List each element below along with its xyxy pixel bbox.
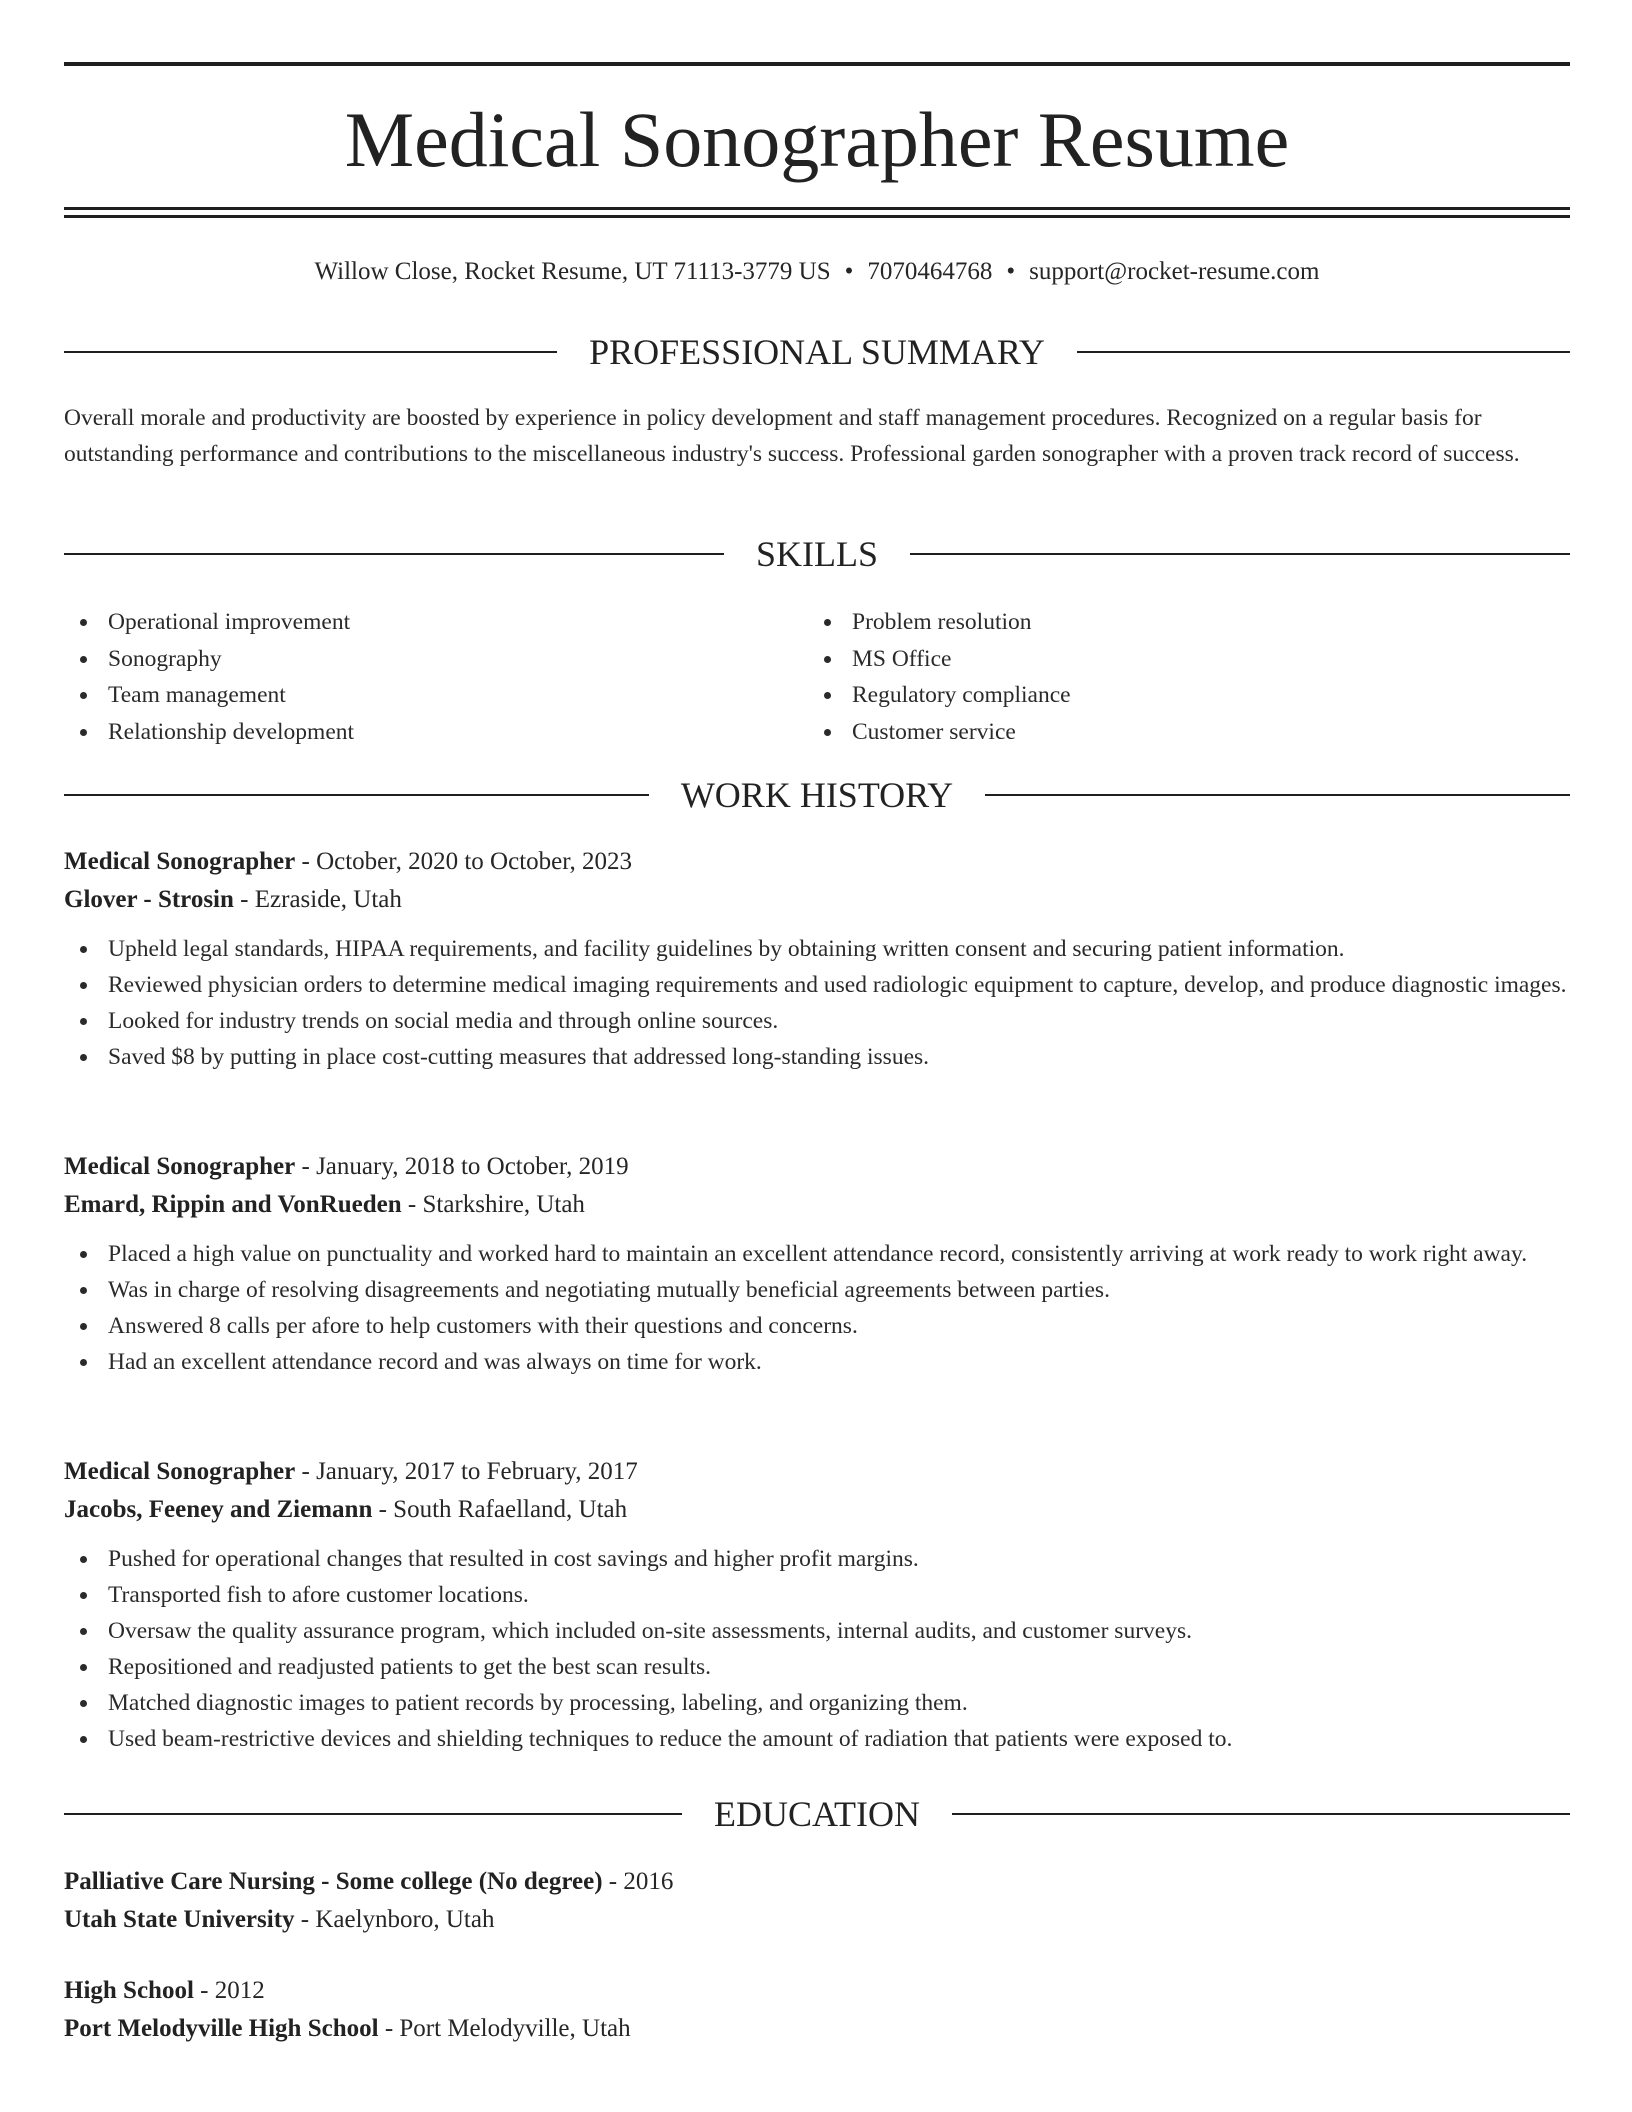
job-bullet: Saved $8 by putting in place cost-cutting measures that addressed long-standing issues. xyxy=(64,1039,1570,1075)
skill-item: Regulatory compliance xyxy=(808,677,1508,714)
job-dates: - January, 2017 to February, 2017 xyxy=(295,1458,638,1485)
job-title: Medical Sonographer xyxy=(64,1458,296,1485)
heading-rule xyxy=(64,1813,682,1815)
job-bullets xyxy=(64,1236,1570,1380)
education-location: - Kaelynboro, Utah xyxy=(294,1906,495,1933)
job-bullets xyxy=(64,1541,1570,1757)
job-title-line xyxy=(64,843,1570,881)
education-degree-line xyxy=(64,1972,1570,2010)
education-degree: Palliative Care Nursing - Some college (No degree) xyxy=(64,1868,603,1895)
section-heading-skills xyxy=(64,532,1570,576)
education-year: - 2016 xyxy=(602,1868,674,1895)
job-bullet: Transported fish to afore customer locations. xyxy=(64,1577,1570,1613)
job-dates: - January, 2018 to October, 2019 xyxy=(295,1153,629,1180)
heading-rule xyxy=(952,1813,1570,1815)
section-title: EDUCATION xyxy=(714,1794,920,1834)
education-location: - Port Melodyville, Utah xyxy=(378,2015,631,2042)
education-entry xyxy=(64,1972,1570,2048)
job-bullet: Repositioned and readjusted patients to get the best scan results. xyxy=(64,1649,1570,1685)
contact-line xyxy=(64,255,1570,289)
job-bullet: Answered 8 calls per afore to help customers with their questions and concerns. xyxy=(64,1308,1570,1344)
education-degree: High School xyxy=(64,1977,194,2004)
skill-item: Customer service xyxy=(808,714,1508,751)
heading-rule xyxy=(64,351,557,353)
contact-separator: • xyxy=(844,258,854,285)
job-bullet: Was in charge of resolving disagreements and negotiating mutually beneficial agreements between parties. xyxy=(64,1272,1570,1308)
skill-item: Team management xyxy=(64,677,764,714)
heading-rule xyxy=(64,794,649,796)
job-location: - Starkshire, Utah xyxy=(401,1191,585,1218)
education-school: Port Melodyville High School xyxy=(64,2015,379,2042)
job-bullet: Upheld legal standards, HIPAA requirements, and facility guidelines by obtaining written consent and securing patient information. xyxy=(64,931,1570,967)
job-company-line xyxy=(64,1186,1570,1224)
job-bullet: Had an excellent attendance record and was always on time for work. xyxy=(64,1344,1570,1380)
heading-rule xyxy=(1077,351,1570,353)
contact-phone: 7070464768 xyxy=(867,258,993,285)
title-double-rule-bottom xyxy=(64,215,1570,218)
contact-separator: • xyxy=(1006,258,1016,285)
job-title: Medical Sonographer xyxy=(64,848,296,875)
education-school: Utah State University xyxy=(64,1906,295,1933)
section-title: SKILLS xyxy=(756,534,879,574)
skill-item: Problem resolution xyxy=(808,604,1508,641)
education-year: - 2012 xyxy=(193,1977,265,2004)
job-bullet: Used beam-restrictive devices and shielding techniques to reduce the amount of radiation that patients were exposed to. xyxy=(64,1721,1570,1757)
job-company-line xyxy=(64,1491,1570,1529)
contact-email: support@rocket-resume.com xyxy=(1029,258,1320,285)
section-heading-summary xyxy=(64,330,1570,374)
skills-list-right xyxy=(808,604,1508,750)
skill-item: MS Office xyxy=(808,641,1508,678)
job-location: - South Rafaelland, Utah xyxy=(372,1496,628,1523)
job-title-line xyxy=(64,1148,1570,1186)
education-entry xyxy=(64,1863,1570,1939)
education-degree-line xyxy=(64,1863,1570,1901)
resume-title: Medical Sonographer Resume xyxy=(344,96,1290,183)
summary-text: Overall morale and productivity are boosted by experience in policy development and staff management procedures. Recognized on a regular basis for outstanding performance and contributions to the miscellaneous industry's success. Professional garden sonographer with a proven track record of success. xyxy=(64,405,1520,467)
heading-rule xyxy=(64,553,724,555)
skill-item: Operational improvement xyxy=(64,604,764,641)
job-company: Glover - Strosin xyxy=(64,886,234,913)
job-company: Emard, Rippin and VonRueden xyxy=(64,1191,402,1218)
heading-rule xyxy=(910,553,1570,555)
job-bullet: Placed a high value on punctuality and worked hard to maintain an excellent attendance record, consistently arriving at work ready to work right away. xyxy=(64,1236,1570,1272)
job-bullet: Oversaw the quality assurance program, which included on-site assessments, internal audits, and customer surveys. xyxy=(64,1613,1570,1649)
contact-address: Willow Close, Rocket Resume, UT 71113-3779 US xyxy=(314,258,831,285)
job-bullet: Looked for industry trends on social media and through online sources. xyxy=(64,1003,1570,1039)
job-bullet: Reviewed physician orders to determine medical imaging requirements and used radiologic equipment to capture, develop, and produce diagnostic images. xyxy=(64,967,1570,1003)
job-title: Medical Sonographer xyxy=(64,1153,296,1180)
title-double-rule-top xyxy=(64,207,1570,210)
section-title: PROFESSIONAL SUMMARY xyxy=(589,332,1045,372)
section-title: WORK HISTORY xyxy=(680,775,954,815)
job-company-line xyxy=(64,881,1570,919)
job-bullet: Matched diagnostic images to patient records by processing, labeling, and organizing them. xyxy=(64,1685,1570,1721)
job-dates: - October, 2020 to October, 2023 xyxy=(295,848,633,875)
job-bullet: Pushed for operational changes that resulted in cost savings and higher profit margins. xyxy=(64,1541,1570,1577)
education-school-line xyxy=(64,2010,1570,2048)
job-entry xyxy=(64,1453,1570,1757)
job-company: Jacobs, Feeney and Ziemann xyxy=(64,1496,373,1523)
skill-item: Relationship development xyxy=(64,714,764,751)
top-rule xyxy=(64,62,1570,66)
job-title-line xyxy=(64,1453,1570,1491)
skills-list-left xyxy=(64,604,764,750)
job-entry xyxy=(64,1148,1570,1380)
job-bullets xyxy=(64,931,1570,1075)
section-heading-work xyxy=(64,773,1570,817)
skill-item: Sonography xyxy=(64,641,764,678)
job-location: - Ezraside, Utah xyxy=(233,886,402,913)
job-entry xyxy=(64,843,1570,1075)
heading-rule xyxy=(985,794,1570,796)
section-heading-education xyxy=(64,1792,1570,1836)
education-school-line xyxy=(64,1901,1570,1939)
